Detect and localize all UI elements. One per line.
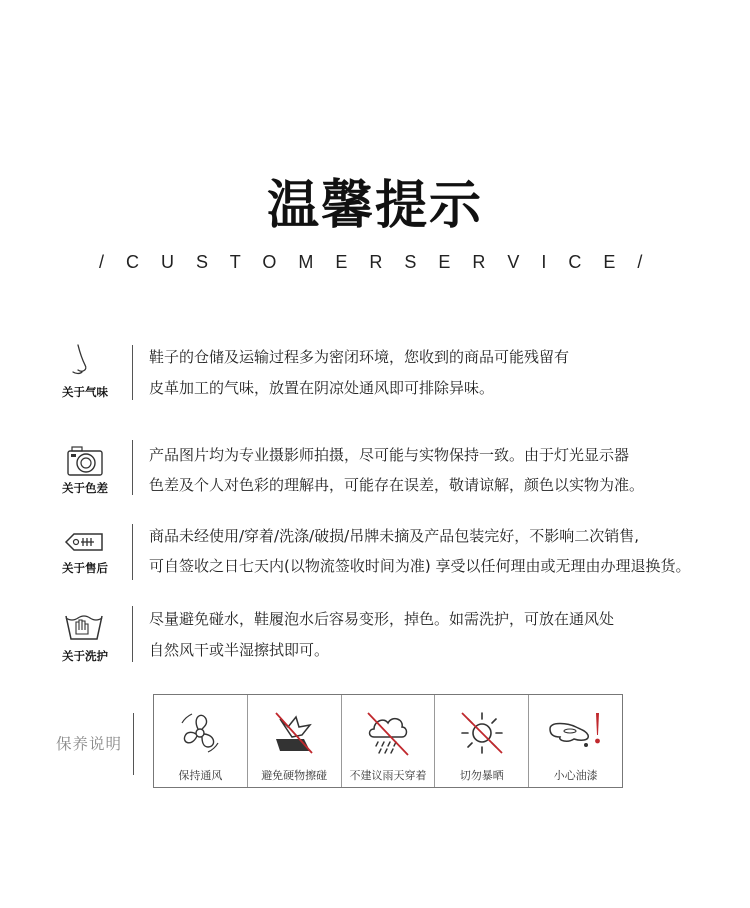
price-tag-icon	[58, 528, 108, 564]
care-item-label: 不建议雨天穿着	[349, 769, 427, 782]
section-text-line: 鞋子的仓储及运输过程多为密闭环境，您收到的商品可能残留有	[149, 348, 570, 366]
section-text-line: 尽量避免碰水，鞋履泡水后容易变形，掉色。如需洗护，可放在通风处	[149, 610, 615, 628]
section-label: 关于洗护	[62, 649, 108, 663]
section-divider	[132, 606, 133, 662]
section-text-line: 可自签收之日七天内(以物流签收时间为准) 享受以任何理由或无理由办理退换货。	[149, 557, 691, 575]
section-label: 关于气味	[62, 385, 108, 399]
care-item-label: 小心油漆	[553, 769, 598, 782]
section-color	[0, 440, 750, 520]
section-text-line: 自然风干或半湿擦拭即可。	[149, 641, 330, 659]
care-item-ventilate	[154, 695, 248, 787]
section-divider	[132, 440, 133, 495]
nose-icon	[58, 343, 108, 379]
oil-paint-warning-icon	[546, 705, 606, 761]
page-title: 温馨提示	[266, 176, 483, 236]
care-instructions-table	[153, 694, 623, 788]
care-item-no-sun	[435, 695, 529, 787]
section-divider	[132, 345, 133, 400]
care-divider	[133, 713, 134, 775]
no-rain-icon	[360, 705, 416, 761]
care-item-label: 保持通风	[178, 769, 223, 782]
section-label: 关于色差	[62, 481, 108, 495]
fan-icon	[172, 705, 228, 761]
care-instructions-label: 保养说明	[56, 735, 123, 753]
care-item-beware-paint	[529, 695, 622, 787]
section-label: 关于售后	[62, 561, 108, 575]
no-sun-icon	[454, 705, 510, 761]
section-text-line: 皮革加工的气味，放置在阴凉处通风即可排除异味。	[149, 379, 495, 397]
section-after-sales	[0, 522, 750, 602]
section-divider	[132, 524, 133, 580]
page-subtitle: / C U S T O M E R S E R V I C E /	[99, 252, 651, 272]
care-item-label: 避免硬物擦碰	[261, 769, 328, 782]
care-item-no-rain	[342, 695, 436, 787]
care-item-avoid-hard-objects	[248, 695, 342, 787]
camera-icon	[58, 443, 108, 479]
section-text-line: 商品未经使用/穿着/洗涤/破损/吊牌未摘及产品包装完好，不影响二次销售,	[149, 527, 639, 545]
hand-wash-icon	[58, 606, 108, 642]
section-washing	[0, 604, 750, 684]
section-smell	[0, 343, 750, 423]
no-hard-object-icon	[266, 705, 322, 761]
section-text-line: 产品图片均为专业摄影师拍摄，尽可能与实物保持一致。由于灯光显示器	[149, 446, 630, 464]
section-text-line: 色差及个人对色彩的理解冉，可能存在误差，敬请谅解，颜色以实物为准。	[149, 476, 645, 494]
care-item-label: 切勿暴晒	[459, 769, 504, 782]
